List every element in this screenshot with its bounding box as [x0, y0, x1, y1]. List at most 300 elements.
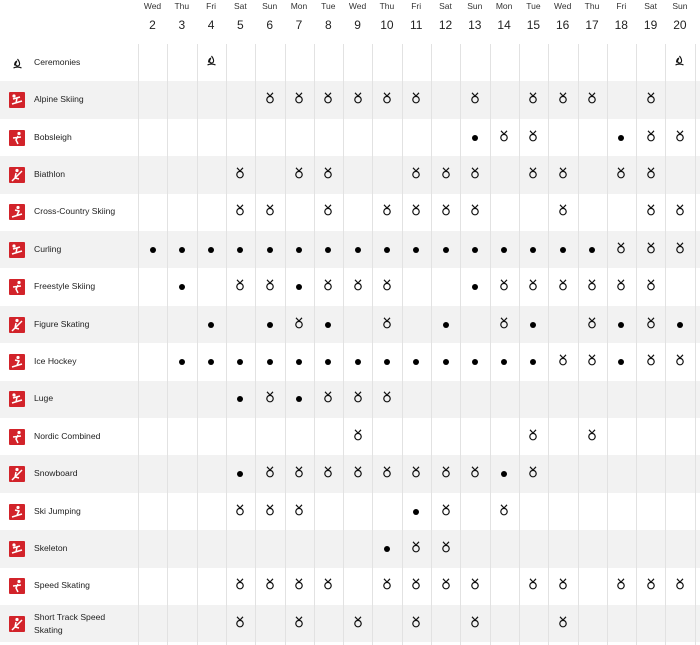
schedule-cell — [285, 355, 314, 369]
row-alpine-skiing-label: Alpine Skiing — [34, 94, 84, 105]
medal-icon — [353, 428, 363, 446]
medal-icon — [265, 503, 275, 521]
date-label: 6 — [266, 18, 274, 32]
medal-icon — [675, 577, 685, 595]
medal-icon — [470, 577, 480, 595]
schedule-cell — [460, 131, 489, 145]
date-label: 3 — [178, 18, 186, 32]
schedule-cell — [372, 243, 401, 257]
schedule-cell — [548, 617, 577, 631]
competition-dot — [267, 322, 273, 328]
schedule-cell — [460, 93, 489, 107]
medal-icon — [382, 278, 392, 296]
schedule-cell — [607, 168, 636, 182]
medal-icon — [323, 390, 333, 408]
medal-icon — [411, 91, 421, 109]
ceremony-flame-icon — [206, 54, 217, 72]
schedule-cell — [285, 280, 314, 294]
competition-dot — [472, 247, 478, 253]
medal-icon — [235, 203, 245, 221]
schedule-cell — [197, 318, 226, 332]
schedule-cell — [343, 93, 372, 107]
freestyle-skiing-icon — [9, 279, 25, 295]
competition-dot — [530, 322, 536, 328]
medal-icon — [265, 203, 275, 221]
schedule-cell — [665, 579, 694, 593]
medal-icon — [265, 390, 275, 408]
schedule-cell — [314, 467, 343, 481]
schedule-cell — [314, 318, 343, 332]
schedule-cell — [402, 168, 431, 182]
competition-dot — [325, 359, 331, 365]
medal-icon — [353, 278, 363, 296]
schedule-cell — [314, 168, 343, 182]
schedule-cell — [314, 243, 343, 257]
competition-dot — [267, 247, 273, 253]
schedule-cell — [255, 505, 284, 519]
row-speed-skating-label: Speed Skating — [34, 580, 90, 591]
weekday-label: Sat — [644, 1, 657, 11]
date-label: 16 — [556, 18, 570, 32]
schedule-cell — [402, 93, 431, 107]
schedule-cell — [314, 280, 343, 294]
medal-icon — [441, 166, 451, 184]
schedule-cell — [578, 355, 607, 369]
medal-icon — [675, 353, 685, 371]
schedule-cell — [519, 131, 548, 145]
schedule-cell — [607, 131, 636, 145]
weekday-label: Tue — [321, 1, 336, 11]
competition-dot — [355, 359, 361, 365]
medal-icon — [294, 166, 304, 184]
skeleton-icon — [9, 541, 25, 557]
schedule-cell — [519, 355, 548, 369]
medal-icon — [528, 129, 538, 147]
date-label: 15 — [526, 18, 541, 32]
medal-icon — [587, 91, 597, 109]
schedule-cell — [665, 131, 694, 145]
schedule-cell — [314, 355, 343, 369]
schedule-cell — [578, 318, 607, 332]
schedule-cell — [519, 579, 548, 593]
schedule-cell — [285, 318, 314, 332]
schedule-cell — [578, 430, 607, 444]
schedule-cell — [665, 318, 694, 332]
competition-dot — [472, 359, 478, 365]
schedule-cell — [431, 318, 460, 332]
schedule-cell — [460, 579, 489, 593]
schedule-cell — [197, 355, 226, 369]
row-luge-label: Luge — [34, 393, 54, 404]
schedule-cell — [226, 579, 255, 593]
schedule-cell — [226, 205, 255, 219]
weekday-label: Sat — [439, 1, 452, 11]
competition-dot — [677, 322, 683, 328]
column-divider — [343, 44, 344, 645]
schedule-cell — [607, 318, 636, 332]
weekday-label: Sat — [234, 1, 247, 11]
schedule-cell — [402, 617, 431, 631]
schedule-cell — [314, 205, 343, 219]
speed-skating-icon — [9, 578, 25, 594]
schedule-cell — [255, 467, 284, 481]
weekday-label: Mon — [495, 1, 513, 11]
schedule-cell — [372, 205, 401, 219]
schedule-cell — [343, 355, 372, 369]
medal-icon — [353, 390, 363, 408]
weekday-label: Thu — [379, 1, 395, 11]
schedule-cell — [226, 243, 255, 257]
date-label: 5 — [237, 18, 244, 32]
schedule-cell — [285, 93, 314, 107]
medal-icon — [528, 428, 538, 446]
medal-icon — [323, 577, 333, 595]
date-label: 12 — [438, 18, 453, 32]
row-short-track-speed-skating-label-line: Short Track Speed — [34, 611, 106, 622]
competition-dot — [618, 322, 624, 328]
schedule-cell — [548, 93, 577, 107]
medal-icon — [528, 91, 538, 109]
competition-dot — [501, 247, 507, 253]
schedule-cell — [226, 467, 255, 481]
competition-dot — [472, 284, 478, 290]
competition-dot — [443, 247, 449, 253]
row-ice-hockey-label: Ice Hockey — [34, 355, 77, 366]
schedule-cell — [372, 280, 401, 294]
medal-icon — [441, 503, 451, 521]
figure-skating-icon — [9, 317, 25, 333]
schedule-cell — [636, 131, 665, 145]
schedule-cell — [431, 205, 460, 219]
medal-icon — [294, 503, 304, 521]
column-divider — [226, 44, 227, 645]
row-background — [0, 530, 700, 567]
date-label: 11 — [409, 18, 423, 32]
competition-dot — [208, 247, 214, 253]
row-skeleton-label: Skeleton — [34, 542, 68, 553]
row-short-track-speed-skating-label-line: Skating — [34, 624, 63, 635]
schedule-cell — [460, 467, 489, 481]
competition-dot — [501, 359, 507, 365]
medal-icon — [499, 316, 509, 334]
medal-icon — [411, 615, 421, 633]
column-divider — [548, 44, 549, 645]
date-label: 13 — [468, 18, 482, 32]
medal-icon — [528, 465, 538, 483]
ski-jumping-icon — [9, 504, 25, 520]
date-label: 19 — [643, 18, 658, 32]
medal-icon — [323, 166, 333, 184]
medal-icon — [587, 316, 597, 334]
schedule-cell — [431, 542, 460, 556]
schedule-cell — [490, 355, 519, 369]
medal-icon — [470, 166, 480, 184]
medal-icon — [411, 465, 421, 483]
row-ski-jumping-label: Ski Jumping — [34, 505, 81, 516]
schedule-cell — [460, 617, 489, 631]
date-label: 4 — [207, 18, 215, 32]
competition-dot — [384, 546, 390, 552]
medal-icon — [353, 465, 363, 483]
competition-dot — [237, 396, 243, 402]
medal-icon — [558, 577, 568, 595]
schedule-cell — [343, 467, 372, 481]
medal-icon — [441, 203, 451, 221]
medal-icon — [616, 241, 626, 259]
schedule-cell — [138, 243, 167, 257]
medal-icon — [294, 577, 304, 595]
schedule-cell — [197, 56, 226, 70]
competition-dot — [296, 284, 302, 290]
medal-icon — [528, 577, 538, 595]
date-label: 20 — [673, 18, 687, 32]
medal-icon — [235, 503, 245, 521]
weekday-label: Sun — [262, 1, 278, 11]
row-biathlon-label: Biathlon — [34, 168, 66, 179]
medal-icon — [558, 91, 568, 109]
schedule-cell — [255, 93, 284, 107]
biathlon-icon — [9, 167, 25, 183]
medal-icon — [382, 316, 392, 334]
medal-icon — [470, 203, 480, 221]
schedule-cell — [636, 280, 665, 294]
medal-icon — [499, 129, 509, 147]
competition-dot — [413, 509, 419, 515]
competition-dot — [530, 247, 536, 253]
schedule-cell — [519, 430, 548, 444]
schedule-cell — [314, 579, 343, 593]
row-freestyle-skiing-label: Freestyle Skiing — [34, 281, 96, 292]
cross-country-skiing-icon — [9, 204, 25, 220]
medal-icon — [646, 241, 656, 259]
column-divider — [197, 44, 198, 645]
medal-icon — [294, 465, 304, 483]
schedule-cell — [607, 280, 636, 294]
schedule-cell — [519, 93, 548, 107]
schedule-cell — [636, 205, 665, 219]
schedule-cell — [226, 280, 255, 294]
row-background — [0, 44, 700, 81]
medal-icon — [646, 577, 656, 595]
schedule-cell — [285, 467, 314, 481]
schedule-cell — [167, 243, 196, 257]
row-short-track-speed-skating-label — [34, 611, 105, 637]
schedule-cell — [285, 392, 314, 406]
weekday-label: Thu — [584, 1, 600, 11]
schedule-cell — [431, 168, 460, 182]
competition-dot — [530, 359, 536, 365]
date-label: 7 — [295, 18, 303, 32]
competition-dot — [208, 322, 214, 328]
schedule-cell — [665, 56, 694, 70]
medal-icon — [353, 91, 363, 109]
medal-icon — [646, 203, 656, 221]
column-divider — [255, 44, 256, 645]
competition-dot — [267, 359, 273, 365]
weekday-label: Wed — [348, 1, 367, 11]
short-track-speed-skating-icon — [9, 616, 25, 632]
bobsleigh-icon — [9, 130, 25, 146]
schedule-cell — [548, 243, 577, 257]
weekday-label: Fri — [411, 1, 422, 11]
competition-dot — [355, 247, 361, 253]
schedule-cell — [402, 355, 431, 369]
schedule-cell — [226, 355, 255, 369]
schedule-cell — [490, 280, 519, 294]
date-label: 8 — [324, 18, 332, 32]
competition-dot — [237, 471, 243, 477]
schedule-cell — [519, 280, 548, 294]
schedule-cell — [431, 505, 460, 519]
schedule-cell — [343, 392, 372, 406]
weekday-label: Wed — [554, 1, 572, 11]
schedule-cell — [402, 467, 431, 481]
schedule-cell — [314, 93, 343, 107]
column-divider — [695, 44, 696, 645]
medal-icon — [528, 278, 538, 296]
schedule-cell — [402, 243, 431, 257]
medal-icon — [353, 615, 363, 633]
schedule-cell — [490, 318, 519, 332]
medal-icon — [499, 278, 509, 296]
schedule-cell — [548, 205, 577, 219]
schedule-cell — [431, 355, 460, 369]
competition-dot — [150, 247, 156, 253]
medal-icon — [558, 615, 568, 633]
schedule-cell — [460, 280, 489, 294]
medal-icon — [323, 91, 333, 109]
competition-dot — [384, 359, 390, 365]
schedule-cell — [255, 205, 284, 219]
medal-icon — [265, 465, 275, 483]
medal-icon — [382, 91, 392, 109]
schedule-cell — [519, 467, 548, 481]
column-divider — [285, 44, 286, 645]
medal-icon — [558, 278, 568, 296]
medal-icon — [646, 166, 656, 184]
competition-dot — [179, 359, 185, 365]
schedule-cell — [548, 280, 577, 294]
row-background — [0, 568, 700, 605]
row-nordic-combined-label: Nordic Combined — [34, 430, 101, 441]
schedule-cell — [372, 93, 401, 107]
schedule-cell — [255, 280, 284, 294]
schedule-cell — [636, 168, 665, 182]
competition-dot — [413, 247, 419, 253]
medal-icon — [382, 203, 392, 221]
schedule-cell — [636, 93, 665, 107]
medal-icon — [675, 203, 685, 221]
medal-icon — [470, 91, 480, 109]
luge-icon — [9, 391, 25, 407]
schedule-cell — [285, 243, 314, 257]
medal-icon — [235, 577, 245, 595]
competition-dot — [237, 247, 243, 253]
weekday-label: Fri — [206, 1, 217, 11]
schedule-cell — [636, 579, 665, 593]
medal-icon — [411, 203, 421, 221]
medal-icon — [294, 91, 304, 109]
schedule-cell — [167, 280, 196, 294]
competition-dot — [560, 247, 566, 253]
medal-icon — [646, 129, 656, 147]
competition-dot — [472, 135, 478, 141]
curling-icon — [9, 242, 25, 258]
schedule-cell — [402, 205, 431, 219]
competition-dot — [296, 396, 302, 402]
schedule-cell — [226, 392, 255, 406]
schedule-cell — [255, 318, 284, 332]
row-ceremonies-label: Ceremonies — [34, 56, 81, 67]
schedule-cell — [226, 505, 255, 519]
schedule-cell — [519, 168, 548, 182]
medal-icon — [235, 615, 245, 633]
schedule-cell — [548, 168, 577, 182]
competition-dot — [179, 247, 185, 253]
schedule-cell — [578, 280, 607, 294]
schedule-cell — [343, 280, 372, 294]
weekday-label: Sun — [467, 1, 483, 11]
date-label: 9 — [354, 18, 361, 32]
medal-icon — [323, 203, 333, 221]
schedule-cell — [343, 243, 372, 257]
schedule-cell — [372, 318, 401, 332]
schedule-cell — [372, 542, 401, 556]
competition-dot — [325, 247, 331, 253]
schedule-cell — [490, 131, 519, 145]
competition-dot — [589, 247, 595, 253]
schedule-cell — [255, 243, 284, 257]
competition-dot — [384, 247, 390, 253]
schedule-cell — [167, 355, 196, 369]
medal-icon — [675, 129, 685, 147]
medal-icon — [616, 577, 626, 595]
medal-icon — [411, 166, 421, 184]
schedule-cell — [255, 579, 284, 593]
medal-icon — [294, 316, 304, 334]
medal-icon — [441, 577, 451, 595]
schedule-cell — [607, 355, 636, 369]
ice-hockey-icon — [9, 354, 25, 370]
schedule-cell — [578, 243, 607, 257]
medal-icon — [323, 465, 333, 483]
schedule-cell — [285, 168, 314, 182]
schedule-cell — [636, 318, 665, 332]
medal-icon — [616, 166, 626, 184]
competition-dot — [325, 322, 331, 328]
schedule-cell — [285, 505, 314, 519]
medal-icon — [265, 91, 275, 109]
ceremony-flame-icon — [674, 54, 685, 72]
date-label: 18 — [614, 18, 628, 32]
row-snowboard-label: Snowboard — [34, 468, 78, 479]
medal-icon — [499, 503, 509, 521]
row-curling-label: Curling — [34, 243, 62, 254]
competition-dot — [618, 359, 624, 365]
snowboard-icon — [9, 466, 25, 482]
schedule-cell — [607, 243, 636, 257]
competition-dot — [208, 359, 214, 365]
ceremonies-icon — [12, 57, 28, 73]
competition-dot — [296, 359, 302, 365]
schedule-cell — [490, 243, 519, 257]
row-background — [0, 156, 700, 193]
competition-dot — [443, 359, 449, 365]
medal-icon — [587, 353, 597, 371]
medal-icon — [382, 577, 392, 595]
column-divider — [578, 44, 579, 645]
schedule-cell — [226, 617, 255, 631]
